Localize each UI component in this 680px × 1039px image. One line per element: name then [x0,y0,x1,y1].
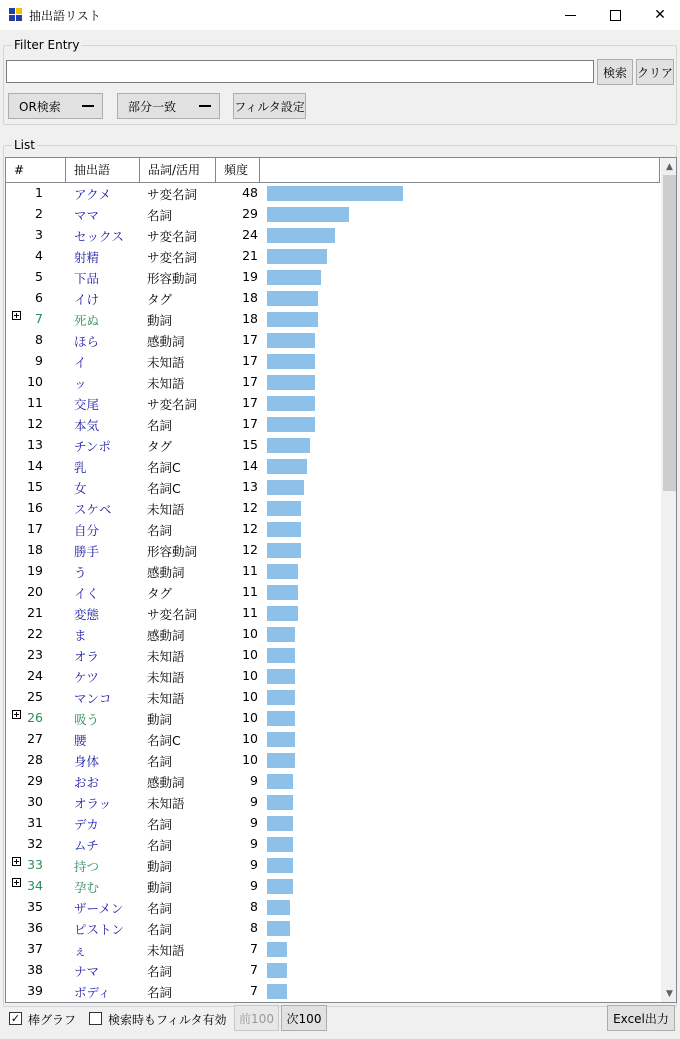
frequency-bar [267,480,304,495]
row-number: 33 [27,857,43,872]
frequency-bar [267,333,315,348]
match-mode-dropdown[interactable] [117,93,220,119]
filter-on-search-label: 検索時もフィルタ有効 [108,1013,227,1027]
row-frequency: 13 [242,479,258,494]
row-number: 39 [27,983,43,998]
row-number: 28 [27,752,43,767]
frequency-bar [267,795,293,810]
row-number: 7 [35,311,43,326]
row-frequency: 48 [242,185,258,200]
row-pos: 名詞C [147,460,181,475]
row-frequency: 29 [242,206,258,221]
row-frequency: 14 [242,458,258,473]
bottom-bar [0,1004,680,1039]
row-word: アクメ [74,187,112,202]
table-row[interactable] [6,225,660,246]
row-number: 2 [35,206,43,221]
row-word: イく [74,586,100,601]
row-pos: サ変名詞 [147,250,198,265]
row-frequency: 10 [242,626,258,641]
row-pos: 名詞 [147,985,173,1000]
table-row[interactable] [6,582,660,603]
frequency-bar [267,270,321,285]
row-number: 10 [27,374,43,389]
table-row[interactable] [6,456,660,477]
row-number: 18 [27,542,43,557]
next-100-button[interactable]: 次100 [281,1005,327,1031]
scroll-thumb[interactable] [663,175,676,491]
row-word: 変態 [74,607,100,622]
row-pos: 未知語 [147,649,185,664]
row-word: 女 [74,481,87,496]
row-frequency: 11 [242,605,258,620]
row-word: イけ [74,292,100,307]
row-frequency: 17 [242,353,258,368]
maximize-button[interactable] [592,0,638,30]
table-row[interactable] [6,960,660,981]
row-word: おお [74,775,100,790]
filter-input[interactable] [6,60,594,83]
row-pos: タグ [147,586,173,601]
row-pos: 名詞 [147,817,173,832]
frequency-bar [267,837,293,852]
or-search-label: OR検索 [19,99,61,114]
row-pos: 未知語 [147,943,185,958]
row-number: 15 [27,479,43,494]
frequency-bar [267,207,349,222]
row-frequency: 17 [242,374,258,389]
row-pos: 動詞 [147,880,173,895]
row-word: ムチ [74,838,99,853]
frequency-bar [267,711,295,726]
close-icon: ✕ [654,7,666,23]
row-word: 身体 [74,754,100,769]
frequency-bar [267,942,287,957]
row-pos: 名詞 [147,901,173,916]
row-frequency: 12 [242,500,258,515]
row-pos: タグ [147,292,173,307]
row-word: オラ [74,649,100,664]
frequency-bar [267,312,318,327]
row-word: 下品 [74,271,100,286]
table-row[interactable] [6,309,660,330]
table-row[interactable] [6,918,660,939]
row-number: 32 [27,836,43,851]
frequency-bar [267,879,293,894]
frequency-bar [267,963,287,978]
table-row[interactable] [6,813,660,834]
frequency-bar [267,417,315,432]
row-number: 30 [27,794,43,809]
frequency-bar [267,606,298,621]
row-frequency: 18 [242,290,258,305]
row-pos: 名詞 [147,418,173,433]
row-word: 持つ [74,859,100,874]
row-pos: 未知語 [147,502,185,517]
row-frequency: 8 [250,899,258,914]
table-row[interactable] [6,435,660,456]
row-word: ザーメン [74,901,124,916]
filter-settings-button[interactable]: フィルタ設定 [233,93,306,119]
row-pos: 未知語 [147,355,185,370]
frequency-bar [267,858,293,873]
table-row[interactable] [6,792,660,813]
row-word: チンポ [74,439,111,454]
row-number: 23 [27,647,43,662]
table-row[interactable] [6,729,660,750]
row-frequency: 15 [242,437,258,452]
row-word: マンコ [74,691,112,706]
row-frequency: 7 [250,962,258,977]
row-pos: サ変名詞 [147,607,198,622]
row-frequency: 10 [242,731,258,746]
excel-export-button[interactable]: Excel出力 [607,1005,675,1031]
row-frequency: 21 [242,248,258,263]
row-frequency: 8 [250,920,258,935]
row-word: ほら [74,334,100,349]
clear-button[interactable]: クリア [636,59,674,85]
table-row[interactable] [6,267,660,288]
title-bar [0,0,680,30]
table-row[interactable] [6,897,660,918]
row-number: 12 [27,416,43,431]
row-number: 4 [35,248,43,263]
dropdown-bar-icon [82,105,94,107]
row-word: オラッ [74,796,112,811]
row-pos: タグ [147,439,173,454]
row-pos: 名詞C [147,481,181,496]
row-pos: 未知語 [147,796,185,811]
row-word: ぇ [74,943,87,958]
row-number: 26 [27,710,43,725]
frequency-bar [267,375,315,390]
row-frequency: 9 [250,878,258,893]
row-word: 孕む [74,880,100,895]
table-row[interactable] [6,624,660,645]
maximize-icon [610,10,621,21]
row-frequency: 9 [250,836,258,851]
frequency-bar [267,900,290,915]
bar-graph-label: 棒グラフ [28,1013,77,1027]
search-button[interactable]: 検索 [597,59,633,85]
row-number: 11 [27,395,43,410]
frequency-bar [267,228,335,243]
table-row[interactable] [6,246,660,267]
row-frequency: 7 [250,941,258,956]
table-row[interactable] [6,351,660,372]
column-header-word[interactable]: 抽出語 [66,158,140,182]
row-number: 21 [27,605,43,620]
row-number: 34 [27,878,43,893]
row-number: 13 [27,437,43,452]
row-word: 死ぬ [74,313,100,328]
column-header-bar[interactable] [260,158,660,182]
row-pos: 感動詞 [147,628,185,643]
row-pos: 未知語 [147,691,185,706]
table-row[interactable] [6,519,660,540]
row-word: ケツ [74,670,99,685]
frequency-bar [267,585,298,600]
checkmark-icon: ✓ [10,1012,21,1025]
table-row[interactable] [6,645,660,666]
row-pos: 名詞 [147,754,173,769]
table-row[interactable] [6,540,660,561]
frequency-bar [267,984,287,999]
row-frequency: 7 [250,983,258,998]
frequency-bar [267,921,290,936]
row-number: 5 [35,269,43,284]
row-pos: 形容動詞 [147,271,198,286]
row-frequency: 9 [250,857,258,872]
row-pos: 感動詞 [147,775,185,790]
frequency-bar [267,627,295,642]
row-word: 吸う [74,712,100,727]
row-frequency: 9 [250,794,258,809]
window-title: 抽出語リスト [29,9,101,23]
table-row[interactable] [6,687,660,708]
close-button[interactable] [637,0,680,30]
frequency-bar [267,291,318,306]
row-word: ボディ [74,985,111,1000]
table-row[interactable] [6,750,660,771]
column-header-number[interactable]: # [6,158,66,182]
list-group-label: List [14,138,35,152]
column-header-frequency[interactable]: 頻度 [216,158,260,182]
row-pos: 感動詞 [147,565,185,580]
row-pos: 名詞C [147,733,181,748]
row-word: ま [74,628,87,643]
table-row[interactable] [6,981,660,1002]
table-row[interactable] [6,372,660,393]
row-frequency: 10 [242,752,258,767]
row-number: 27 [27,731,43,746]
word-list[interactable] [5,157,677,1003]
table-row[interactable] [6,414,660,435]
row-frequency: 18 [242,311,258,326]
row-frequency: 10 [242,710,258,725]
row-pos: サ変名詞 [147,397,198,412]
row-frequency: 10 [242,668,258,683]
column-header-pos[interactable]: 品詞/活用 [140,158,216,182]
row-number: 36 [27,920,43,935]
row-frequency: 11 [242,584,258,599]
frequency-bar [267,186,403,201]
row-number: 9 [35,353,43,368]
row-pos: 名詞 [147,922,173,937]
row-word: う [74,565,87,580]
row-word: 勝手 [74,544,100,559]
row-number: 6 [35,290,43,305]
table-row[interactable] [6,708,660,729]
table-row[interactable] [6,666,660,687]
row-frequency: 12 [242,521,258,536]
table-row[interactable] [6,183,660,204]
row-number: 3 [35,227,43,242]
row-number: 8 [35,332,43,347]
frequency-bar [267,816,293,831]
row-pos: 名詞 [147,523,173,538]
row-word: ナマ [74,964,100,979]
frequency-bar [267,774,293,789]
filter-group-label: Filter Entry [14,38,80,52]
frequency-bar [267,690,295,705]
bar-graph-checkbox[interactable] [9,1012,22,1025]
row-word: 腰 [74,733,87,748]
row-pos: サ変名詞 [147,229,198,244]
row-pos: 名詞 [147,208,173,223]
table-row[interactable] [6,288,660,309]
scroll-down-icon[interactable]: ▼ [666,988,673,999]
filter-on-search-checkbox[interactable] [89,1012,102,1025]
row-frequency: 9 [250,773,258,788]
row-word: デカ [74,817,99,832]
row-number: 19 [27,563,43,578]
list-header [6,158,660,183]
row-frequency: 17 [242,332,258,347]
frequency-bar [267,543,301,558]
table-row[interactable] [6,498,660,519]
scroll-up-icon[interactable]: ▲ [666,161,673,172]
frequency-bar [267,501,301,516]
table-row[interactable] [6,834,660,855]
row-number: 35 [27,899,43,914]
frequency-bar [267,438,310,453]
table-row[interactable] [6,204,660,225]
row-number: 17 [27,521,43,536]
frequency-bar [267,669,295,684]
row-pos: 動詞 [147,859,173,874]
frequency-bar [267,354,315,369]
row-pos: 形容動詞 [147,544,198,559]
frequency-bar [267,249,327,264]
row-number: 38 [27,962,43,977]
table-row[interactable] [6,855,660,876]
frequency-bar [267,753,295,768]
row-pos: 名詞 [147,964,173,979]
row-word: ッ [74,376,87,391]
table-row[interactable] [6,477,660,498]
prev-100-button[interactable]: 前100 [234,1005,279,1031]
row-word: 射精 [74,250,100,265]
row-pos: 動詞 [147,313,173,328]
table-row[interactable] [6,771,660,792]
row-word: ママ [74,208,100,223]
row-pos: 名詞 [147,838,173,853]
dropdown-bar-icon [199,105,211,107]
row-number: 16 [27,500,43,515]
row-word: スケベ [74,502,112,517]
row-number: 24 [27,668,43,683]
or-search-dropdown[interactable] [8,93,103,119]
table-row[interactable] [6,393,660,414]
row-number: 20 [27,584,43,599]
row-frequency: 10 [242,647,258,662]
table-row[interactable] [6,876,660,897]
row-frequency: 10 [242,689,258,704]
row-frequency: 17 [242,395,258,410]
app-icon [9,8,22,21]
row-pos: サ変名詞 [147,187,198,202]
row-word: セックス [74,229,124,244]
row-frequency: 12 [242,542,258,557]
filter-group [3,38,677,125]
row-frequency: 9 [250,815,258,830]
vertical-scrollbar[interactable] [661,158,677,1002]
table-row[interactable] [6,330,660,351]
row-number: 1 [35,185,43,200]
row-word: 本気 [74,418,100,433]
row-number: 29 [27,773,43,788]
table-row[interactable] [6,561,660,582]
row-word: イ [74,355,87,370]
table-row[interactable] [6,939,660,960]
row-frequency: 11 [242,563,258,578]
row-frequency: 19 [242,269,258,284]
row-word: 交尾 [74,397,100,412]
row-word: 乳 [74,460,87,475]
frequency-bar [267,564,298,579]
minimize-icon [565,15,576,16]
row-pos: 動詞 [147,712,173,727]
row-frequency: 17 [242,416,258,431]
row-number: 25 [27,689,43,704]
frequency-bar [267,732,295,747]
row-word: ピストン [74,922,125,937]
row-number: 37 [27,941,43,956]
row-frequency: 24 [242,227,258,242]
row-number: 22 [27,626,43,641]
row-number: 14 [27,458,43,473]
minimize-button[interactable] [547,0,593,30]
table-row[interactable] [6,603,660,624]
frequency-bar [267,522,301,537]
row-pos: 未知語 [147,670,185,685]
frequency-bar [267,648,295,663]
row-number: 31 [27,815,43,830]
row-pos: 未知語 [147,376,185,391]
row-word: 自分 [74,523,100,538]
match-mode-label: 部分一致 [128,99,177,114]
row-pos: 感動詞 [147,334,185,349]
frequency-bar [267,396,315,411]
frequency-bar [267,459,307,474]
